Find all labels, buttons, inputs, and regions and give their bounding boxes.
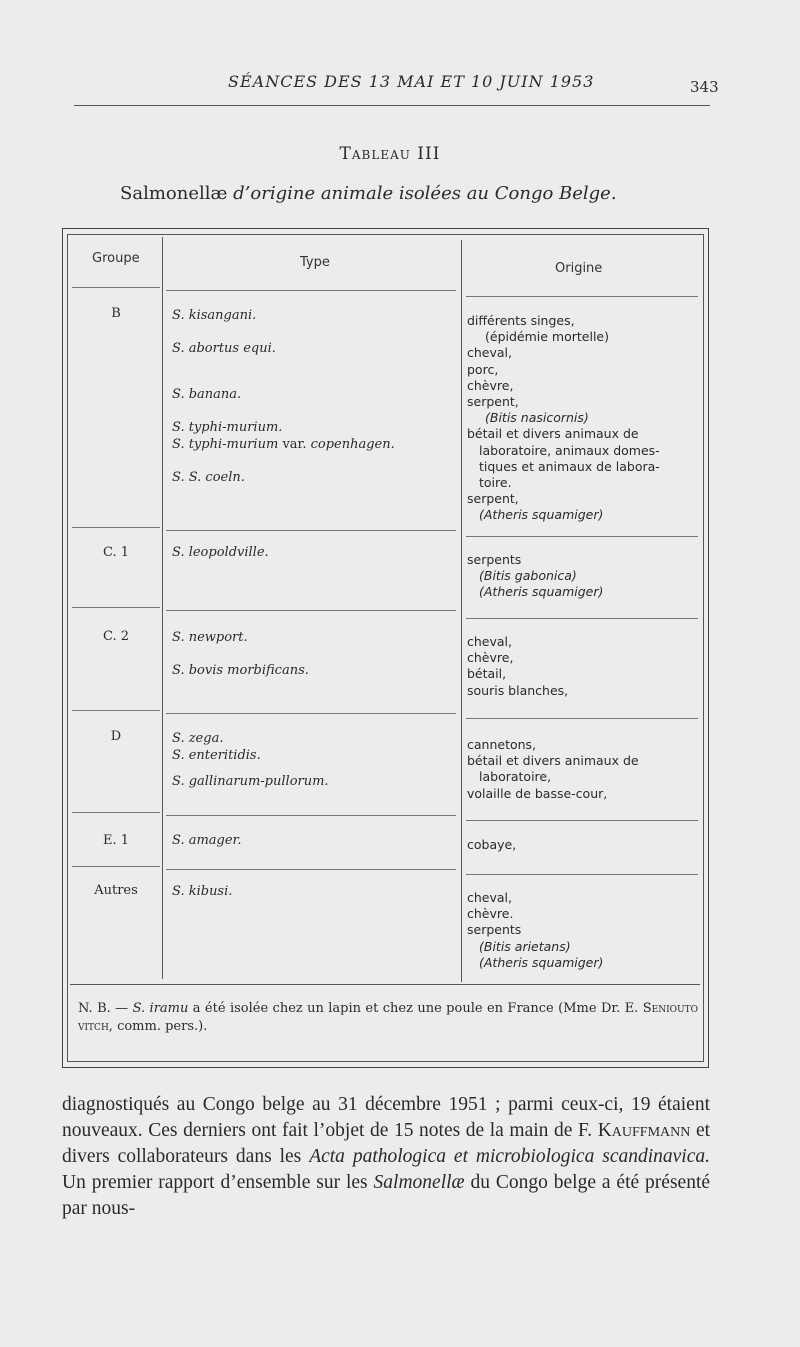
row-divider <box>466 820 698 821</box>
body-paragraph: diagnostiqués au Congo belge au 31 décembre 1951 ; parmi ceux-ci, 19 étaient nouveaux. Ces derniers ont fait l’objet de 15 notes de la main de F. Kauffmann et divers collaborateurs dans les Acta pathologica et microbiologica scandinavica. Un premier rapport d’ensemble sur les Salmonellæ du Congo belge a été présenté par nous- <box>62 1094 711 1219</box>
groupe-cell: Autres <box>94 883 138 898</box>
subtitle-plain: Salmonellæ <box>120 183 228 204</box>
row-divider <box>72 812 160 813</box>
row-divider <box>466 718 698 719</box>
table-subtitle <box>120 183 617 204</box>
column-header-type: Type <box>300 255 330 270</box>
column-header-groupe: Groupe <box>92 251 140 266</box>
type-cell <box>172 630 457 680</box>
type-cell <box>172 833 457 850</box>
type-line: S. banana. <box>172 387 242 402</box>
groupe-cell: D <box>110 729 122 744</box>
origine-cell: cannetons, bétail et divers animaux de laboratoire, volaille de basse-cour, <box>467 737 639 801</box>
type-line: S. bovis morbificans. <box>172 663 309 678</box>
row-divider <box>166 290 456 291</box>
type-cell <box>172 731 457 790</box>
type-line: S. gallinarum-pullorum. <box>172 773 329 789</box>
origine-cell: cheval, chèvre, bétail, souris blanches, <box>467 634 569 698</box>
type-line: S. enteritidis. <box>172 747 261 763</box>
type-line: S. leopoldville. <box>172 545 269 560</box>
type-line: S. typhi-murium var. copenhagen. <box>172 436 395 452</box>
page-number: 343 <box>690 78 719 96</box>
type-line: S. S. coeln. <box>172 469 245 485</box>
running-title: SÉANCES DES 13 MAI ET 10 JUIN 1953 <box>228 72 595 91</box>
type-cell <box>172 884 457 901</box>
column-header-origine: Origine <box>555 261 603 276</box>
groupe-cell: C. 2 <box>102 629 130 644</box>
row-divider <box>466 296 698 297</box>
row-divider <box>166 530 456 531</box>
row-divider <box>72 710 160 711</box>
type-line: S. newport. <box>172 630 248 645</box>
row-divider <box>466 536 698 537</box>
origine-cell: cheval, chèvre. serpents (Bitis arietans) (Atheris squamiger) <box>467 890 604 970</box>
row-divider <box>466 618 698 619</box>
row-divider <box>72 287 160 288</box>
origine-cell: différents singes, (épidémie mortelle) cheval, porc, chèvre, serpent, (Bitis nasicornis) bétail et divers animaux de laboratoire, animaux domes- tiques et animaux de labora- toire. serpent, (Atheris squamiger) <box>467 313 660 523</box>
type-line: S. zega. <box>172 731 224 746</box>
row-divider <box>72 607 160 608</box>
row-divider <box>166 869 456 870</box>
table-footnote: N. B. — S. iramu a été isolée chez un lapin et chez une poule en France (Mme Dr. E. Seniouto vitch, comm. pers.). <box>78 1001 698 1034</box>
header-rule <box>74 105 710 106</box>
origine-cell: serpents (Bitis gabonica) (Atheris squamiger) <box>467 552 604 600</box>
type-cell <box>172 545 457 562</box>
column-divider <box>461 240 462 982</box>
type-line: S. abortus equi. <box>172 341 276 356</box>
row-divider <box>166 815 456 816</box>
origine-cell: cobaye, <box>467 837 517 852</box>
groupe-cell: E. 1 <box>102 833 130 848</box>
groupe-cell: B <box>111 306 121 321</box>
type-line: S. kisangani. <box>172 308 257 323</box>
subtitle-italic: d’origine animale isolées au Congo Belge. <box>233 183 617 204</box>
row-divider <box>166 713 456 714</box>
type-line: S. typhi-murium. <box>172 420 283 435</box>
groupe-cell: C. 1 <box>102 545 130 560</box>
table-title: Tableau III <box>339 144 441 164</box>
row-divider <box>72 527 160 528</box>
row-divider <box>166 610 456 611</box>
type-line: S. kibusi. <box>172 884 233 899</box>
row-divider <box>72 866 160 867</box>
table-footer-rule <box>70 984 700 985</box>
type-line: S. amager. <box>172 833 242 848</box>
row-divider <box>466 874 698 875</box>
type-cell <box>172 308 457 486</box>
column-divider <box>162 237 163 979</box>
